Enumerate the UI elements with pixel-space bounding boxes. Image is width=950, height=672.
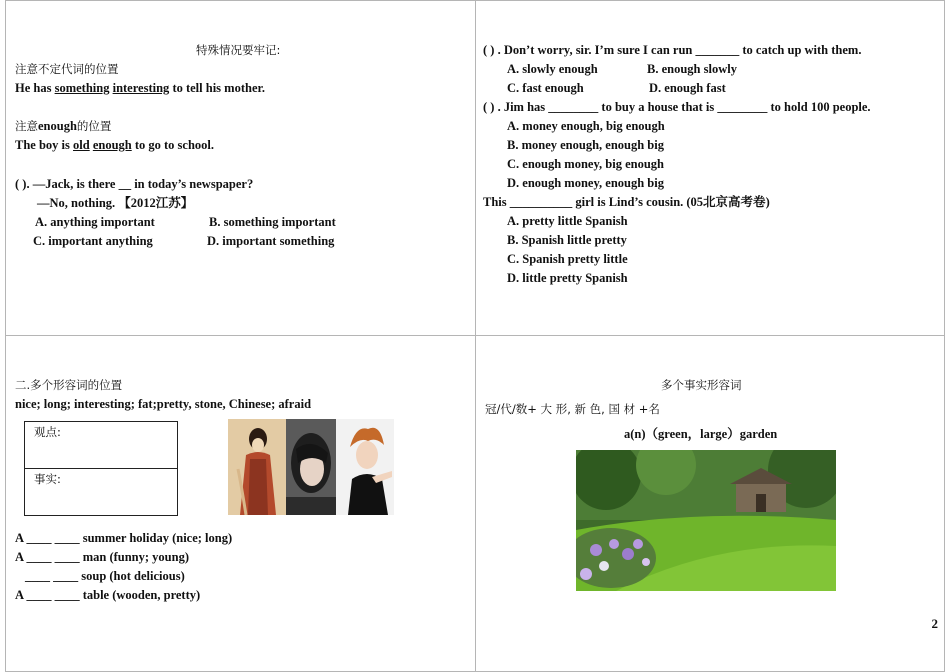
q2-option-b: B. money enough, enough big — [507, 138, 664, 152]
slide-title: 多个事实形容词 — [661, 378, 742, 392]
option-c: C. important anything — [33, 234, 153, 248]
fact-label: 事实: — [34, 472, 61, 486]
q2-option-a: A. money enough, big enough — [507, 119, 665, 133]
option-d: D. important something — [207, 234, 335, 248]
fill-line-2: A ____ ____ man (funny; young) — [15, 550, 189, 564]
person-photo-2 — [336, 419, 394, 515]
fill-line-1: A ____ ____ summer holiday (nice; long) — [15, 531, 233, 545]
person-photo-1 — [286, 419, 336, 515]
q1-option-d: D. enough fast — [649, 81, 726, 95]
q2-option-d: D. enough money, enough big — [507, 176, 664, 190]
q3-option-a: A. pretty little Spanish — [507, 214, 628, 228]
slide-panel-3 — [5, 335, 476, 672]
heading-pronoun-position: 注意不定代词的位置 — [15, 62, 119, 76]
option-a: A. anything important — [35, 215, 155, 229]
opinion-label: 观点: — [34, 425, 61, 439]
garden-photo — [576, 450, 836, 591]
table-divider — [25, 468, 177, 469]
example-phrase: a(n)（green，large）garden — [624, 427, 778, 441]
q3-option-b: B. Spanish little pretty — [507, 233, 627, 247]
q1-option-b: B. enough slowly — [647, 62, 737, 76]
question-2: ( ) . Jim has ________ to buy a house that is ________ to hold 100 people. — [483, 100, 871, 114]
answer-text: —No, nothing. 【2012江苏】 — [37, 196, 194, 210]
q3-option-c: C. Spanish pretty little — [507, 252, 628, 266]
slide-panel-4 — [475, 335, 945, 672]
question-1: ( ) . Don’t worry, sir. I’m sure I can run _______ to catch up with them. — [483, 43, 862, 57]
slide-title: 特殊情况要牢记: — [196, 43, 281, 57]
opinion-fact-table — [24, 421, 178, 516]
adjective-list: nice; long; interesting; fat;pretty, stone, Chinese; afraid — [15, 397, 312, 411]
page-number: 2 — [931, 616, 938, 631]
question-text: ( ). —Jack, is there __ in today’s newspaper? — [15, 177, 254, 191]
fill-line-3: ____ ____ soup (hot delicious) — [25, 569, 185, 583]
example-sentence-1: He has something interesting to tell his mother. — [15, 81, 266, 95]
q1-option-a: A. slowly enough — [507, 62, 598, 76]
order-formula: 冠/代/数+ 大 形, 新 色, 国 材 +名 — [485, 402, 660, 416]
section-heading: 二.多个形容词的位置 — [15, 378, 123, 392]
option-b: B. something important — [209, 215, 336, 229]
q1-option-c: C. fast enough — [507, 81, 584, 95]
example-sentence-2: The boy is old enough to go to school. — [15, 138, 215, 152]
q2-option-c: C. enough money, big enough — [507, 157, 664, 171]
heading-enough-position: 注意enough的位置 — [15, 119, 112, 133]
ancient-painting-photo — [228, 419, 286, 515]
fill-line-4: A ____ ____ table (wooden, pretty) — [15, 588, 201, 602]
q3-option-d: D. little pretty Spanish — [507, 271, 628, 285]
slide-panel-2 — [475, 0, 945, 336]
slide-panel-1 — [5, 0, 476, 336]
question-3: This __________ girl is Lind’s cousin. (05北京高考卷) — [483, 195, 770, 209]
